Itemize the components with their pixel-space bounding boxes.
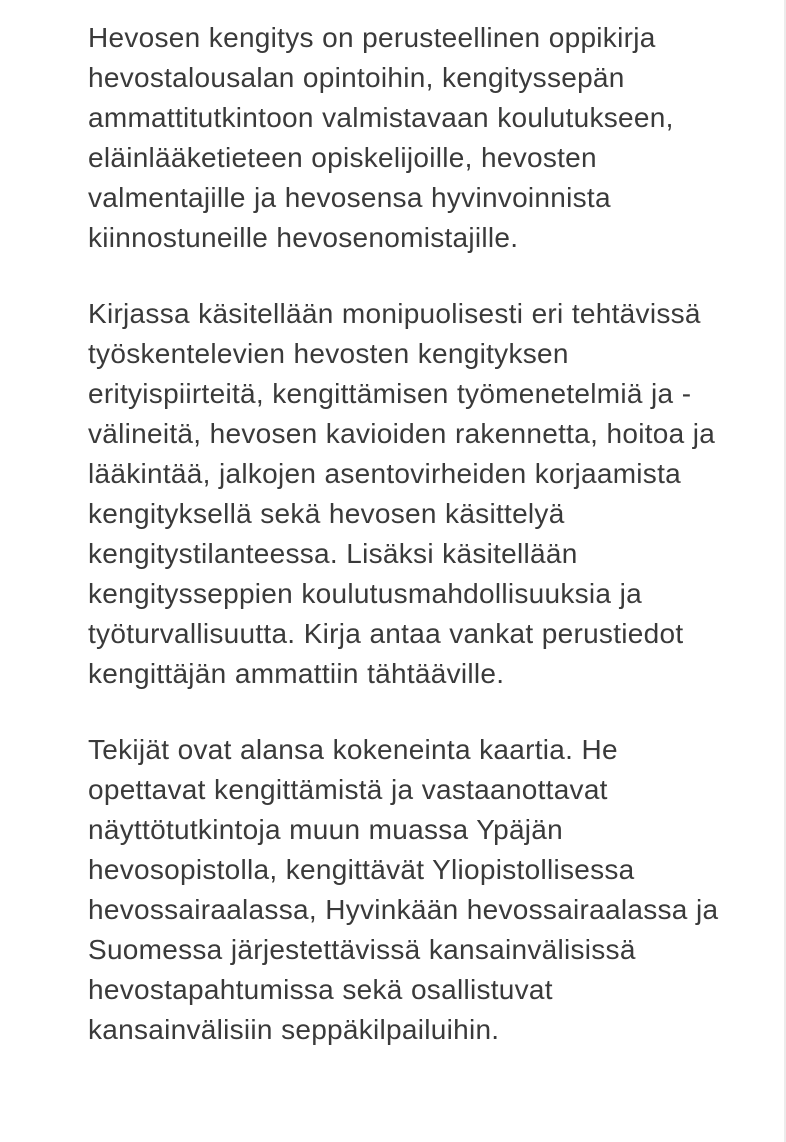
description-paragraph-intro: Hevosen kengitys on perusteellinen oppikirja hevostalousalan opintoihin, kengityssepän ammattitutkintoon valmistavaan koulutukseen, eläinlääketieteen opiskelijoille, hevosten valmentajille ja hevosensa hyvinvoinnista kiinnostuneille hevosenomistajille. (88, 22, 674, 253)
description-paragraph-authors: Tekijät ovat alansa kokeneinta kaartia. He opettavat kengittämistä ja vastaanottavat näyttötutkintoja muun muassa Ypäjän hevosopistolla, kengittävät Yliopistollisessa hevossairaalassa, Hyvinkään hevossairaalassa ja Suomessa järjestettävissä kansainvälisissä hevostapahtumissa sekä osallistuvat kansainvälisiin seppäkilpailuihin. (88, 734, 719, 1045)
description-paragraph-contents: Kirjassa käsitellään monipuolisesti eri tehtävissä työskentelevien hevosten kengityksen erityispiirteitä, kengittämisen työmenetelmiä ja -välineitä, hevosen kavioiden rakennetta, hoitoa ja lääkintää, jalkojen asentovirheiden korjaamista kengityksellä sekä hevosen käsittelyä kengitystilanteessa. Lisäksi käsitellään kengitysseppien koulutusmahdollisuuksia ja työturvallisuutta. Kirja antaa vankat perustiedot kengittäjän ammattiin tähtääville. (88, 298, 716, 689)
